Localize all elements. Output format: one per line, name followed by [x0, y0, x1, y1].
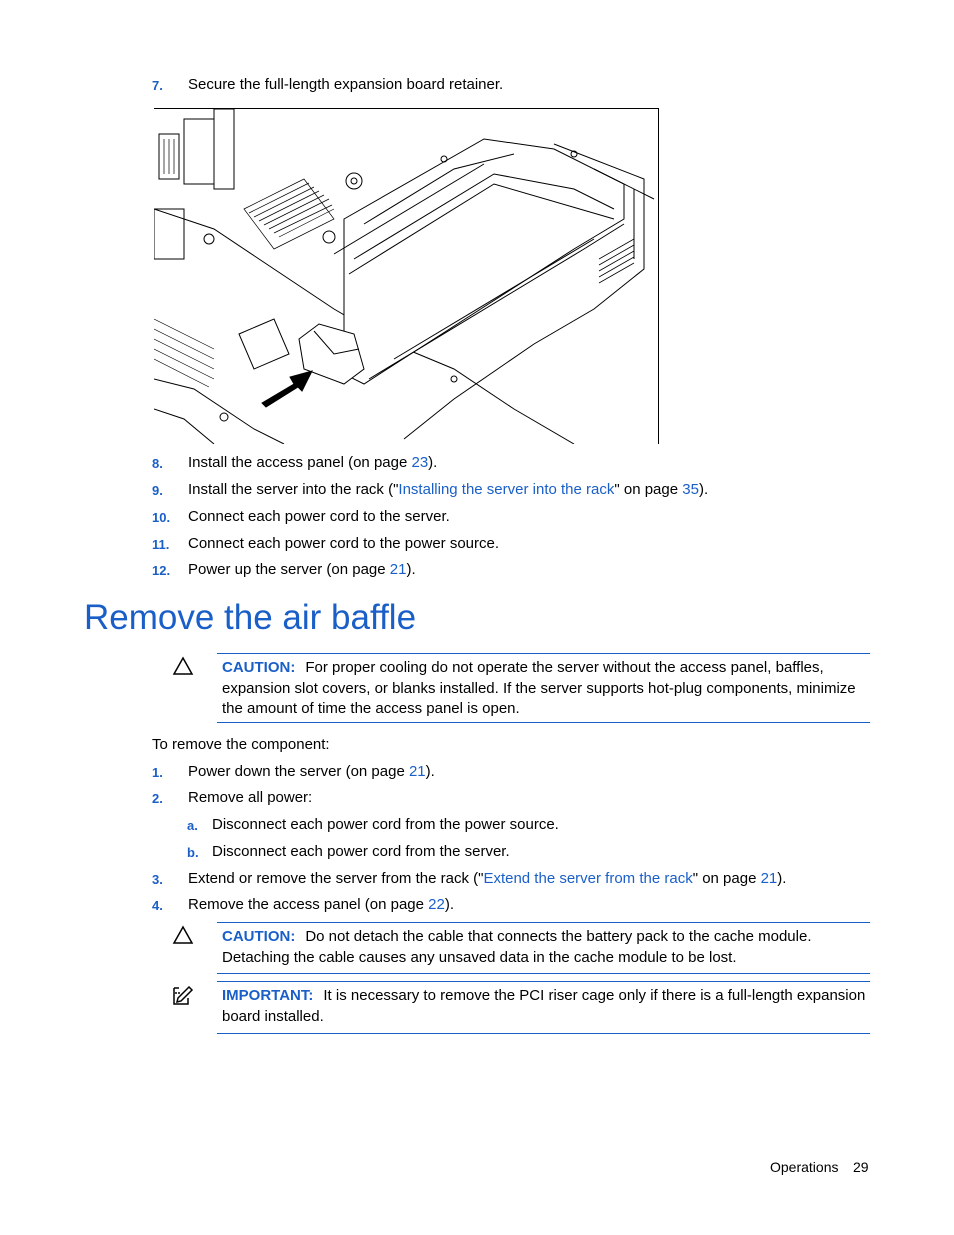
caution-text: CAUTION: For proper cooling do not operate the server without the access panel, baffles, expansion slot covers, or blanks installed. If the server supports hot-plug components, minimize the amount of time the access panel is open.: [222, 659, 856, 717]
step-number: 7.: [152, 78, 163, 93]
substep-letter: a.: [187, 818, 198, 833]
substep-text: Disconnect each power cord from the server.: [212, 843, 510, 860]
step-number: 8.: [152, 456, 163, 471]
cross-reference-link[interactable]: Extend the server from the rack: [483, 870, 693, 887]
footer-page-number: 29: [853, 1159, 869, 1175]
page-link[interactable]: 21: [408, 763, 426, 780]
page-link[interactable]: 21: [760, 870, 778, 887]
step-number: 9.: [152, 483, 163, 498]
step-text: Install the access panel (on page 23).: [188, 454, 438, 471]
step-text: Remove the access panel (on page 22).: [188, 896, 455, 913]
page-link[interactable]: 21: [389, 561, 407, 578]
important-icon: [171, 984, 195, 1010]
page-link[interactable]: 23: [411, 454, 429, 471]
cross-reference-link[interactable]: Installing the server into the rack: [398, 481, 615, 498]
important-label: IMPORTANT:: [222, 987, 314, 1004]
caution-note: [217, 653, 870, 723]
caution-label: CAUTION:: [222, 659, 296, 676]
step-text: Install the server into the rack ("Installing the server into the rack" on page 35).: [188, 481, 709, 498]
step-number: 10.: [152, 510, 171, 525]
step-number: 12.: [152, 563, 171, 578]
step-text: Connect each power cord to the server.: [188, 508, 450, 525]
page-link[interactable]: 22: [428, 896, 445, 913]
step-text: Extend or remove the server from the rack ("Extend the server from the rack" on page 21).: [188, 870, 787, 887]
server-illustration: [154, 108, 659, 444]
footer-section: Operations: [770, 1159, 839, 1175]
step-number: 3.: [152, 872, 163, 887]
intro-text: To remove the component:: [152, 736, 330, 753]
caution-icon: [172, 925, 194, 949]
step-text: Remove all power:: [188, 789, 313, 806]
step-number: 4.: [152, 898, 163, 913]
caution-label: CAUTION:: [222, 928, 296, 945]
substep-text: Disconnect each power cord from the power source.: [212, 816, 559, 833]
important-text: IMPORTANT: It is necessary to remove the PCI riser cage only if there is a full-length expansion board installed.: [222, 987, 866, 1025]
caution-note: [217, 922, 870, 974]
step-number: 1.: [152, 765, 163, 780]
important-note: [217, 981, 870, 1034]
section-heading: Remove the air baffle: [84, 598, 417, 637]
step-number: 11.: [152, 537, 170, 552]
step-text: Secure the full-length expansion board retainer.: [188, 76, 504, 93]
step-text: Connect each power cord to the power source.: [188, 535, 500, 552]
caution-text: CAUTION: Do not detach the cable that connects the battery pack to the cache module. Detaching the cable causes any unsaved data in the cache module to be lost.: [222, 928, 812, 966]
step-text: Power up the server (on page 21).: [188, 561, 416, 578]
caution-icon: [172, 656, 194, 680]
page-link[interactable]: 35: [682, 481, 699, 498]
step-text: Power down the server (on page 21).: [188, 763, 435, 780]
substep-letter: b.: [187, 845, 199, 860]
step-number: 2.: [152, 791, 163, 806]
